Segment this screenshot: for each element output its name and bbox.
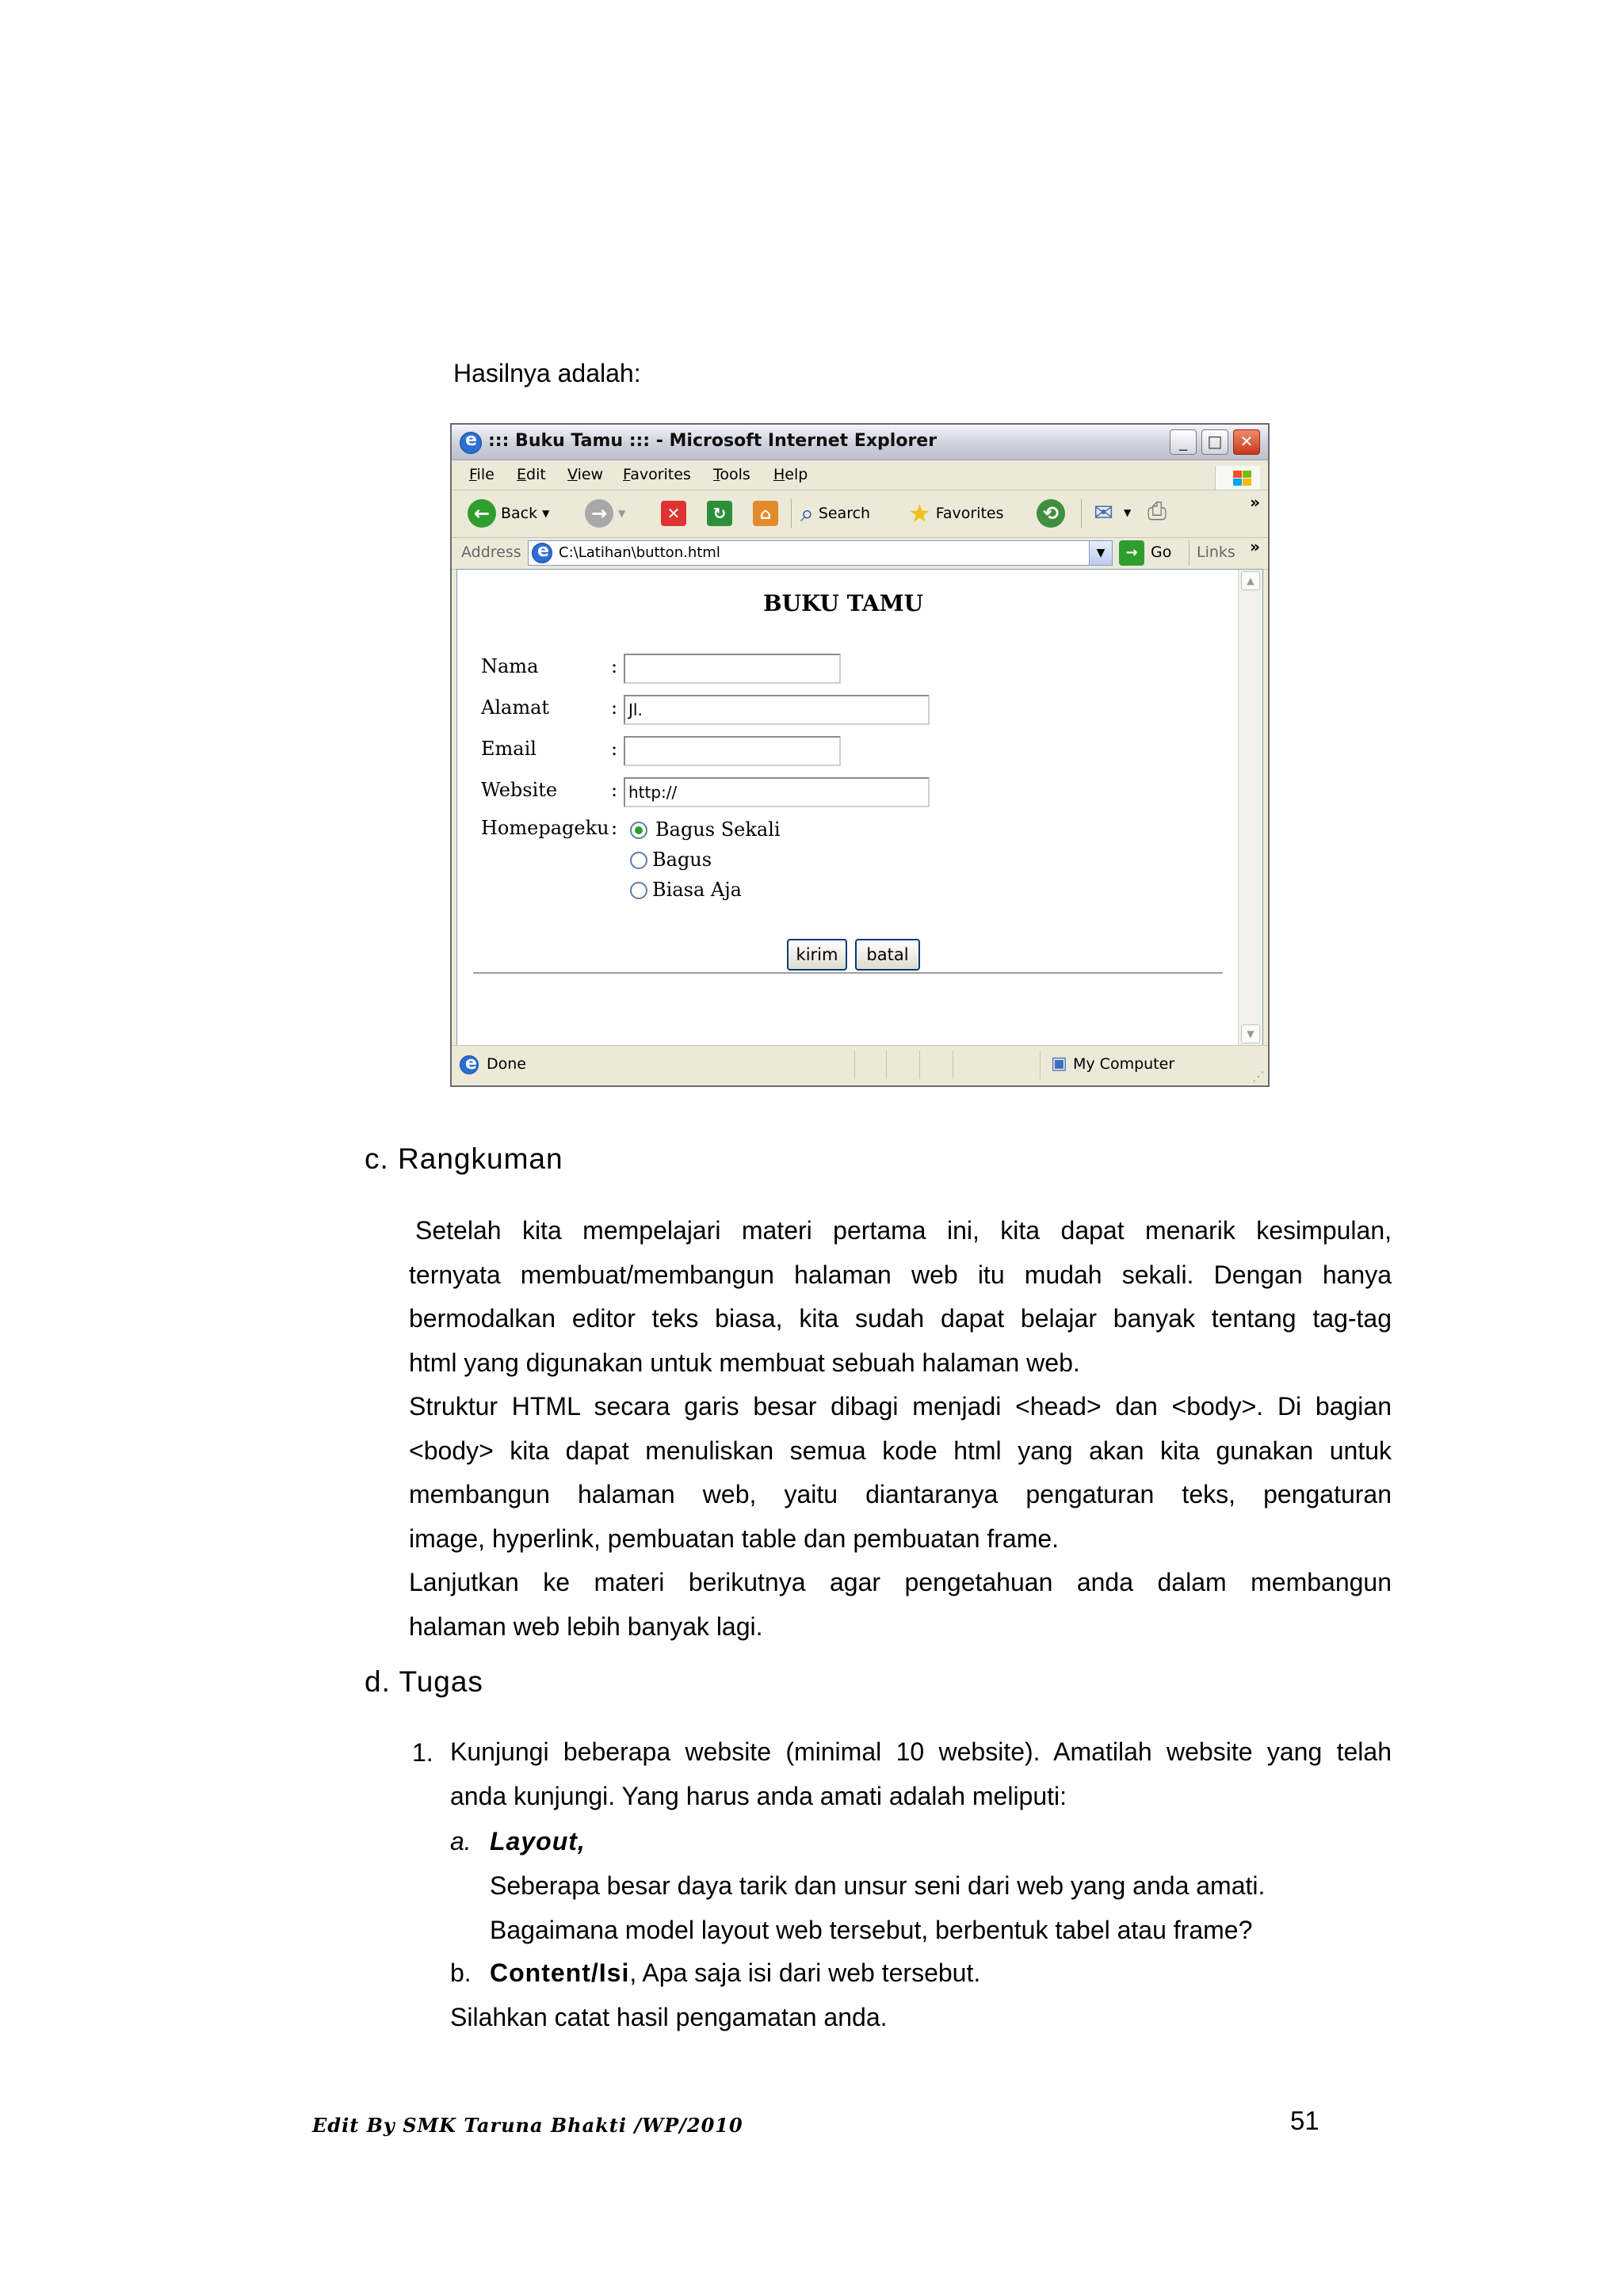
text-line: Kunjungi beberapa website (minimal 10 website). Amatilah website yang telah <box>450 1737 1392 1766</box>
nama-input[interactable] <box>624 654 841 684</box>
bullet-item <box>490 1908 1252 1952</box>
forward-dropdown-icon: ▼ <box>618 508 626 519</box>
list-number: 1. <box>412 1738 433 1767</box>
closing-text: Silahkan catat hasil pengamatan anda. <box>450 2003 888 2031</box>
text-line: membangun halaman web, yaitu diantaranya pengaturan teks, pengaturan <box>409 1480 1392 1508</box>
field-label: Nama <box>481 655 539 677</box>
menu-favorites[interactable]: Favorites <box>623 466 691 483</box>
layout-title: Layout, <box>490 1827 586 1855</box>
window-title: ::: Buku Tamu ::: - Microsoft Internet Explorer <box>488 431 938 451</box>
toolbar-separator <box>1081 499 1082 528</box>
field-label: Email <box>481 738 537 760</box>
status-zone: My Computer <box>1073 1055 1175 1073</box>
back-label: Back <box>501 505 538 522</box>
footer-credit: Edit By SMK Taruna Bhakti /WP/2010 <box>312 2114 743 2137</box>
maximize-icon[interactable]: □ <box>1201 429 1228 455</box>
go-arrow-icon[interactable]: → <box>1119 540 1144 566</box>
toolbar-separator <box>791 499 792 528</box>
history-icon[interactable]: ⟲ <box>1037 499 1065 528</box>
field-separator: : <box>611 738 618 760</box>
tugas-item-1 <box>450 1730 1392 1818</box>
computer-icon: ▣ <box>1051 1054 1067 1074</box>
status-divider <box>1040 1051 1041 1079</box>
scroll-down-icon[interactable]: ▼ <box>1241 1024 1260 1043</box>
print-icon[interactable]: ⎙ <box>1148 498 1167 525</box>
content-title: Content/Isi <box>490 1958 630 1987</box>
sublist-letter: a. <box>450 1827 472 1855</box>
field-separator: : <box>611 696 618 719</box>
field-separator: : <box>611 817 618 839</box>
section-d-heading: d. Tugas <box>365 1665 483 1698</box>
page-viewport <box>456 569 1263 1046</box>
text-line: Setelah kita mempelajari materi pertama ini, kita dapat menarik kesimpulan, <box>415 1216 1392 1245</box>
back-dropdown-icon: ▼ <box>542 508 550 519</box>
status-text: Done <box>487 1055 526 1073</box>
radio-option-label: Bagus <box>652 849 712 871</box>
field-separator: : <box>611 779 618 801</box>
radio-group-label: Homepageku <box>481 817 609 839</box>
sublist-letter: b. <box>450 1958 472 1987</box>
forward-button[interactable] <box>585 498 625 529</box>
intro-text: Hasilnya adalah: <box>453 359 641 387</box>
scrollbar[interactable] <box>1238 570 1262 1045</box>
address-label: Address <box>461 543 521 561</box>
page-number: 51 <box>1290 2106 1319 2135</box>
menu-tools[interactable]: Tools <box>713 466 750 483</box>
toolbar-separator <box>1189 540 1190 566</box>
menu-bar <box>452 460 1268 490</box>
status-page-icon <box>460 1055 479 1074</box>
close-icon[interactable]: ✕ <box>1233 429 1260 455</box>
text-line: anda kunjungi. Yang harus anda amati adalah meliputi: <box>450 1781 1067 1810</box>
favorites-button[interactable] <box>908 498 1004 529</box>
title-bar <box>452 425 1268 460</box>
section-c-heading: c. Rangkuman <box>365 1142 563 1175</box>
rangkuman-text <box>409 1209 1392 1649</box>
horizontal-rule <box>473 972 1223 974</box>
kirim-button[interactable]: kirim <box>787 939 847 971</box>
bullet-text: Bagaimana model layout web tersebut, berbentuk tabel atau frame? <box>490 1916 1253 1944</box>
search-icon: ⌕ <box>800 499 814 528</box>
text-line: image, hyperlink, pembuatan table dan pembuatan frame. <box>409 1524 1060 1553</box>
status-bar <box>452 1045 1268 1085</box>
mail-dropdown-icon[interactable]: ▼ <box>1124 507 1132 518</box>
radio-bagus[interactable] <box>630 852 647 869</box>
back-button[interactable] <box>468 498 549 529</box>
website-input[interactable]: http:// <box>624 777 930 807</box>
field-label: Website <box>481 779 558 801</box>
favorites-label: Favorites <box>935 505 1004 522</box>
text-line: bermodalkan editor teks biasa, kita sudah dapat belajar banyak tentang tag-tag <box>409 1304 1392 1333</box>
email-input[interactable] <box>624 736 841 766</box>
field-separator: : <box>611 655 618 677</box>
field-label: Alamat <box>481 696 550 719</box>
alamat-input[interactable]: Jl. <box>624 695 930 725</box>
content-text: , Apa saja isi dari web tersebut. <box>629 1958 981 1987</box>
toolbar-chevron-icon[interactable]: » <box>1250 493 1260 512</box>
links-chevron-icon[interactable]: » <box>1250 537 1260 556</box>
search-label: Search <box>818 505 871 522</box>
text-line: Lanjutkan ke materi berikutnya agar pengetahuan anda dalam membangun <box>409 1568 1392 1596</box>
bullet-text: Seberapa besar daya tarik dan unsur seni dari web yang anda amati. <box>490 1871 1266 1900</box>
refresh-icon[interactable]: ↻ <box>707 501 732 526</box>
home-icon[interactable]: ⌂ <box>753 501 778 526</box>
address-dropdown-icon[interactable]: ▼ <box>1089 541 1112 565</box>
ie-icon <box>460 432 482 454</box>
radio-option-label: Biasa Aja <box>652 879 742 901</box>
content-item <box>490 1951 980 1995</box>
radio-option-label: Bagus Sekali <box>655 818 781 841</box>
text-line: Struktur HTML secara garis besar dibagi menjadi <head> dan <body>. Di bagian <box>409 1392 1392 1421</box>
minimize-icon[interactable]: _ <box>1170 429 1197 455</box>
menu-file[interactable]: File <box>469 466 495 483</box>
radio-bagus-sekali[interactable] <box>630 822 647 839</box>
search-button[interactable] <box>800 498 870 529</box>
page-heading: BUKU TAMU <box>763 590 924 616</box>
menu-view[interactable]: View <box>567 466 604 483</box>
forward-arrow-icon: → <box>585 499 613 528</box>
page-icon <box>532 543 552 563</box>
stop-icon[interactable]: ✕ <box>661 501 686 526</box>
status-divider <box>919 1051 920 1079</box>
menu-edit[interactable]: Edit <box>517 466 546 483</box>
menu-help[interactable]: Help <box>773 466 808 483</box>
status-divider <box>854 1051 855 1079</box>
star-icon: ★ <box>908 498 931 528</box>
text-line: html yang digunakan untuk membuat sebuah halaman web. <box>409 1348 1080 1377</box>
windows-logo-icon <box>1215 466 1260 490</box>
batal-button[interactable]: batal <box>855 939 920 971</box>
status-divider <box>886 1051 887 1079</box>
resize-grip-icon[interactable]: ⋰ <box>1252 1069 1265 1084</box>
text-line: ternyata membuat/membangun halaman web itu mudah sekali. Dengan hanya <box>409 1260 1392 1289</box>
mail-icon[interactable]: ✉ <box>1094 499 1114 527</box>
address-input[interactable] <box>528 540 1113 566</box>
browser-screenshot <box>450 423 1270 1087</box>
radio-biasa-aja[interactable] <box>630 882 647 899</box>
bullet-item <box>490 1863 1265 1908</box>
back-arrow-icon: ← <box>468 499 496 528</box>
go-button[interactable]: Go <box>1151 543 1172 561</box>
toolbar <box>452 490 1268 538</box>
text-line: <body> kita dapat menuliskan semua kode html yang akan kita gunakan untuk <box>409 1436 1392 1465</box>
address-bar <box>452 537 1268 570</box>
text-line: halaman web lebih banyak lagi. <box>409 1611 763 1641</box>
address-value: C:\Latihan\button.html <box>559 544 720 561</box>
links-label[interactable]: Links <box>1197 543 1235 561</box>
scroll-up-icon[interactable]: ▲ <box>1241 571 1260 590</box>
